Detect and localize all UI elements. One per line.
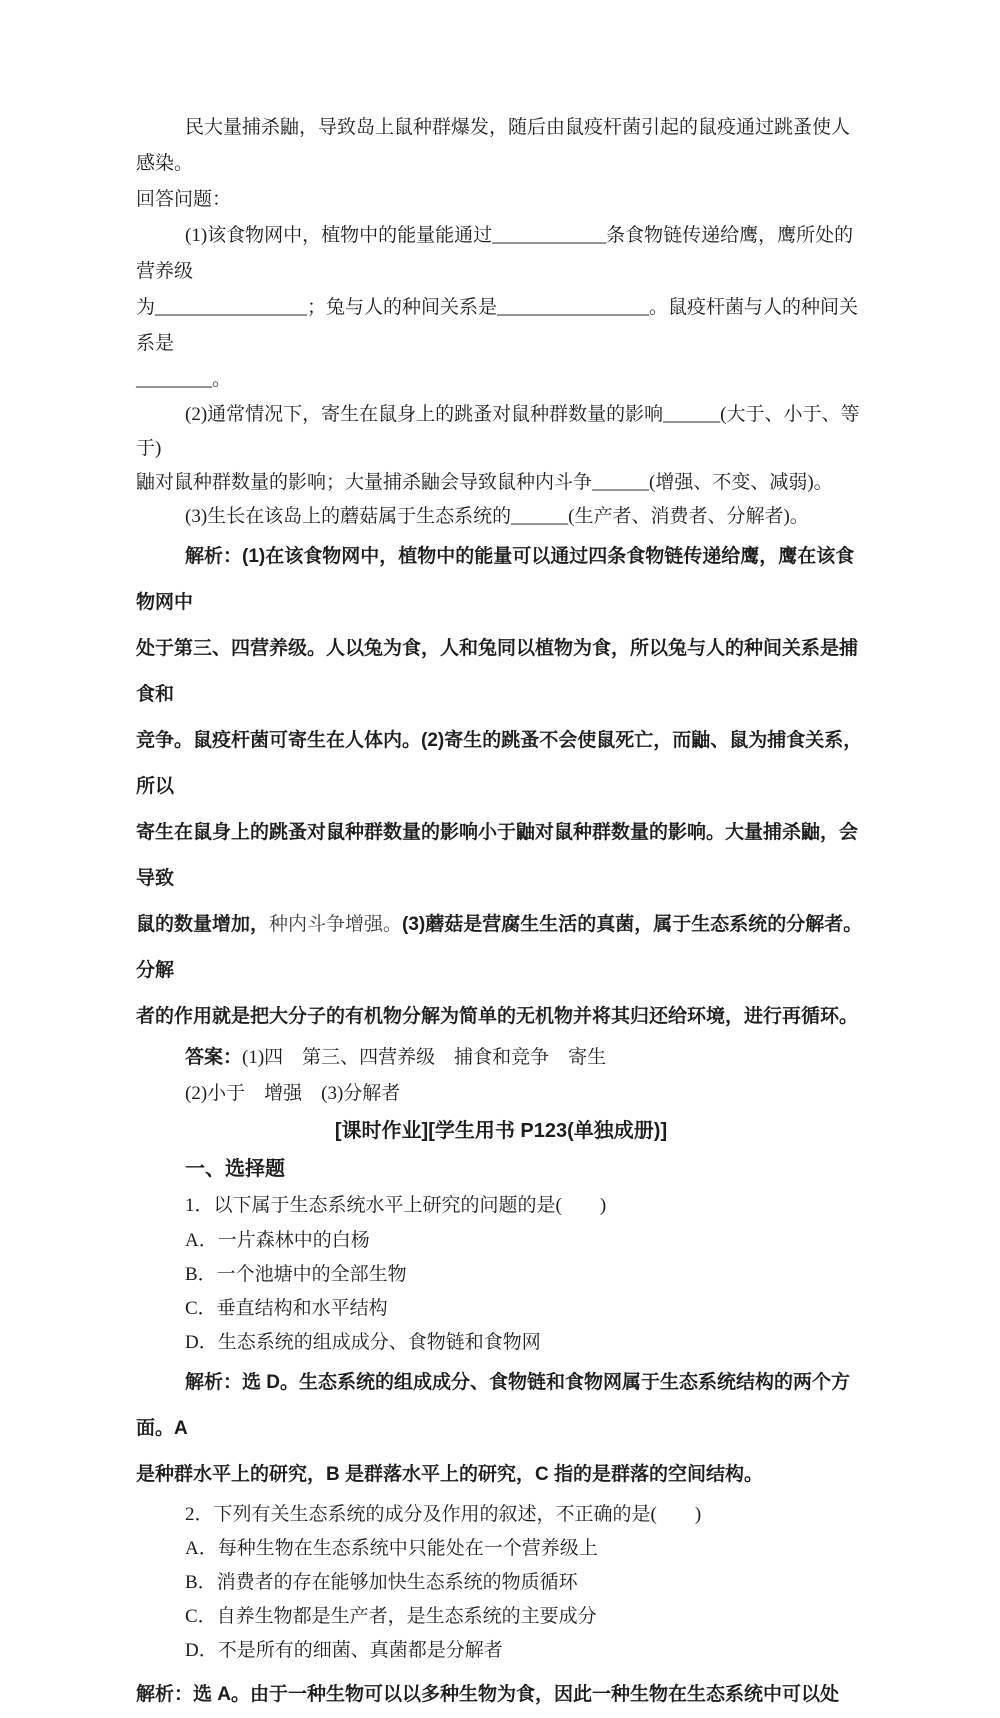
analysis-q1-line-2: 是种群水平上的研究，B 是群落水平上的研究，C 指的是群落的空间结构。 bbox=[136, 1464, 764, 1485]
analysis-1-line-4: 寄生在鼠身上的跳蚤对鼠种群数量的影响小于鼬对鼠种群数量的影响。大量捕杀鼬，会导致 bbox=[136, 822, 859, 889]
analysis-q1-line-1 bbox=[136, 1360, 866, 1452]
fill-question-1-line-1: (1)该食物网中，植物中的能量能通过____________条食物链传递给鹰，鹰所处的营养级 bbox=[136, 225, 854, 282]
mc-question-1-option-c: C．垂直结构和水平结构 bbox=[185, 1298, 388, 1319]
mc-question-2-option-c: C．自养生物都是生产者，是生态系统的主要成分 bbox=[185, 1606, 597, 1627]
mc-question-1-option-a: A．一片森林中的白杨 bbox=[185, 1230, 370, 1251]
intro-line-2: 回答问题： bbox=[136, 189, 232, 210]
mc-question-2-option-b: B．消费者的存在能够加快生态系统的物质循环 bbox=[185, 1572, 578, 1593]
analysis-1-text-1: (1)在该食物网中，植物中的能量可以通过四条食物链传递给鹰，鹰在该食物网中 bbox=[136, 546, 855, 613]
answer-line-1 bbox=[136, 1040, 866, 1076]
intro-line-1: 民大量捕杀鼬，导致岛上鼠种群爆发，随后由鼠疫杆菌引起的鼠疫通过跳蚤使人感染。 bbox=[136, 117, 851, 174]
answer-label: 答案： bbox=[185, 1047, 243, 1068]
fill-question-2-line-2: 鼬对鼠种群数量的影响；大量捕杀鼬会导致鼠种内斗争______(增强、不变、减弱)。 bbox=[136, 472, 833, 493]
analysis-q2-line-1 bbox=[136, 1672, 866, 1718]
analysis-1-line-6: 者的作用就是把大分子的有机物分解为简单的无机物并将其归还给环境，进行再循环。 bbox=[136, 1006, 859, 1027]
mc-question-1-option-b: B．一个池塘中的全部生物 bbox=[185, 1264, 407, 1285]
analysis-1-text-5a: 鼠的数量增加， bbox=[136, 914, 270, 935]
fill-question-3: (3)生长在该岛上的蘑菇属于生态系统的______(生产者、消费者、分解者)。 bbox=[185, 506, 809, 527]
mc-question-2-option-a: A．每种生物在生态系统中只能处在一个营养级上 bbox=[185, 1538, 598, 1559]
analysis-1-label: 解析： bbox=[185, 546, 243, 567]
analysis-q1-label: 解析： bbox=[185, 1372, 243, 1393]
fill-question-1-line-3: ________。 bbox=[136, 369, 232, 390]
mc-question-1-option-d: D．生态系统的组成成分、食物链和食物网 bbox=[185, 1332, 541, 1353]
analysis-q1-text-1: 选 D。生态系统的组成成分、食物链和食物网属于生态系统结构的两个方面。A bbox=[136, 1372, 851, 1439]
analysis-1-line-3: 竞争。鼠疫杆菌可寄生在人体内。(2)寄生的跳蚤不会使鼠死亡，而鼬、鼠为捕食关系，所以 bbox=[136, 730, 863, 797]
analysis-1-text-5b: 种内斗争增强。 bbox=[269, 914, 403, 935]
mc-question-1-stem: 1．以下属于生态系统水平上研究的问题的是( ) bbox=[185, 1195, 607, 1216]
analysis-1-line-5 bbox=[136, 902, 866, 994]
answer-line-2: (2)小于 增强 (3)分解者 bbox=[185, 1083, 401, 1104]
answer-text-1: (1)四 第三、四营养级 捕食和竞争 寄生 bbox=[242, 1047, 607, 1068]
analysis-q2-text-1: 选 A。由于一种生物可以以多种生物为食，因此一种生物在生态系统中可以处 bbox=[193, 1684, 840, 1705]
assignment-header: [课时作业][学生用书 P123(单独成册)] bbox=[334, 1120, 668, 1142]
analysis-1-line-2: 处于第三、四营养级。人以兔为食，人和兔同以植物为食，所以兔与人的种间关系是捕食和 bbox=[136, 638, 859, 705]
fill-question-1-line-2: 为________________；兔与人的种间关系是________________。鼠疫杆菌与人的种间关系是 bbox=[136, 297, 859, 354]
mc-question-2-option-d: D．不是所有的细菌、真菌都是分解者 bbox=[185, 1640, 503, 1661]
analysis-q2-label: 解析： bbox=[136, 1684, 194, 1705]
fill-question-2-line-1: (2)通常情况下，寄生在鼠身上的跳蚤对鼠种群数量的影响______(大于、小于、等于) bbox=[136, 404, 860, 459]
analysis-1-text-5c: (3)蘑菇是营腐生生活的真菌，属于生态系统的分解者。分解 bbox=[136, 914, 863, 981]
analysis-1-line-1 bbox=[136, 534, 866, 626]
mc-question-2-stem: 2．下列有关生态系统的成分及作用的叙述，不正确的是( ) bbox=[185, 1504, 702, 1525]
section-title-choice-questions: 一、选择题 bbox=[185, 1158, 285, 1180]
